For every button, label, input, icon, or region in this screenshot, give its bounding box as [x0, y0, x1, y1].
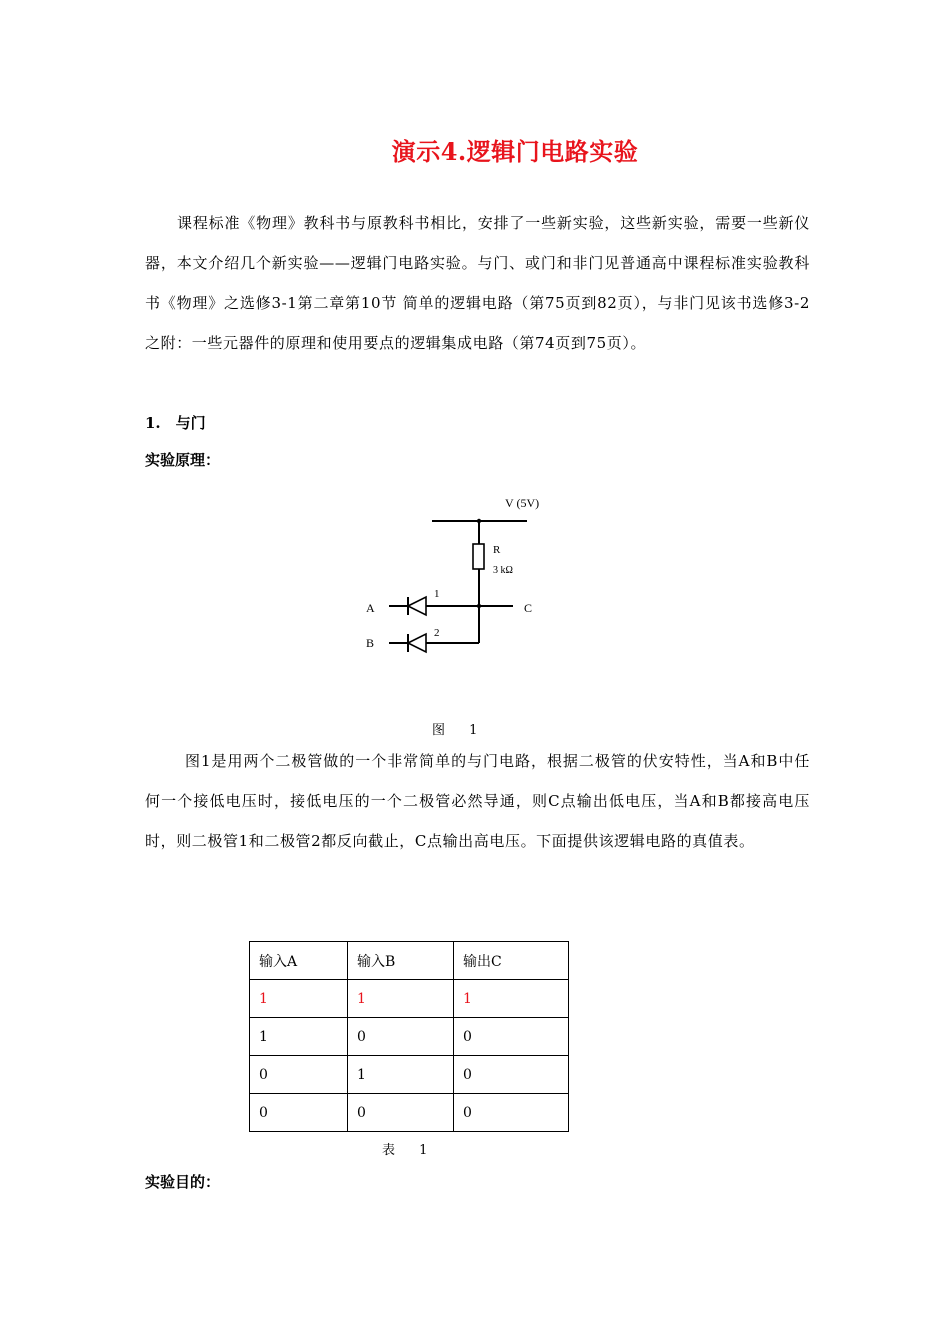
diode-2	[408, 634, 426, 652]
table-row	[250, 980, 569, 1018]
and-gate-circuit-diagram	[355, 488, 565, 663]
explanation-paragraph: 图1是用两个二极管做的一个非常简单的与门电路，根据二极管的伏安特性，当A和B中任何一个接低电压时，接低电压的一个二极管必然导通，则C点输出低电压，当A和B都接高电压时，则二极管1和二极管2都反向截止，C点输出高电压。下面提供该逻辑电路的真值表。	[145, 752, 810, 850]
input-a-label: A	[366, 601, 375, 615]
table-caption: 表 1	[382, 1143, 438, 1158]
resistor-label: R	[493, 544, 501, 556]
resistor	[473, 544, 484, 569]
table-cell: 0	[348, 1094, 454, 1132]
supply-label: V (5V)	[505, 496, 540, 510]
table-cell: 0	[454, 1056, 569, 1094]
header-cell: 输入B	[348, 942, 454, 980]
header-cell: 输出C	[454, 942, 569, 980]
intro-paragraph: 课程标准《物理》教科书与原教科书相比，安排了一些新实验，这些新实验，需要一些新仪器，本文介绍几个新实验——逻辑门电路实验。与门、或门和非门见普通高中课程标准实验教科书《物理》之选修3-1第二章第10节 简单的逻辑电路（第75页到82页），与非门见该书选修3-2之附：一些元器件的原理和使用要点的逻辑集成电路（第74页到75页）。	[145, 214, 810, 352]
header-cell: 输入A	[250, 942, 348, 980]
table-cell: 1	[348, 1056, 454, 1094]
table-cell: 0	[454, 1018, 569, 1056]
diode-1	[408, 597, 426, 615]
output-c-label: C	[524, 601, 533, 615]
page-title: 演示4.逻辑门电路实验	[391, 137, 639, 166]
table-row	[250, 1094, 569, 1132]
table-cell: 1	[250, 1018, 348, 1056]
table-cell: 1	[250, 980, 348, 1018]
truth-table	[249, 941, 569, 1132]
table-cell: 0	[250, 1056, 348, 1094]
input-b-label: B	[366, 636, 375, 650]
section-heading-and-gate: 1. 与门	[145, 414, 206, 432]
resistor-value: 3 kΩ	[493, 565, 513, 576]
diode-1-label: 1	[434, 588, 440, 600]
table-header-row	[250, 942, 569, 980]
figure-caption: 图 1	[432, 723, 488, 738]
table-cell: 1	[454, 980, 569, 1018]
purpose-heading: 实验目的：	[145, 1173, 221, 1191]
table-cell: 0	[348, 1018, 454, 1056]
table-cell: 0	[250, 1094, 348, 1132]
table-row	[250, 1056, 569, 1094]
diode-2-label: 2	[434, 627, 440, 639]
table-row	[250, 1018, 569, 1056]
table-cell: 0	[454, 1094, 569, 1132]
principle-heading: 实验原理：	[145, 451, 221, 469]
table-cell: 1	[348, 980, 454, 1018]
